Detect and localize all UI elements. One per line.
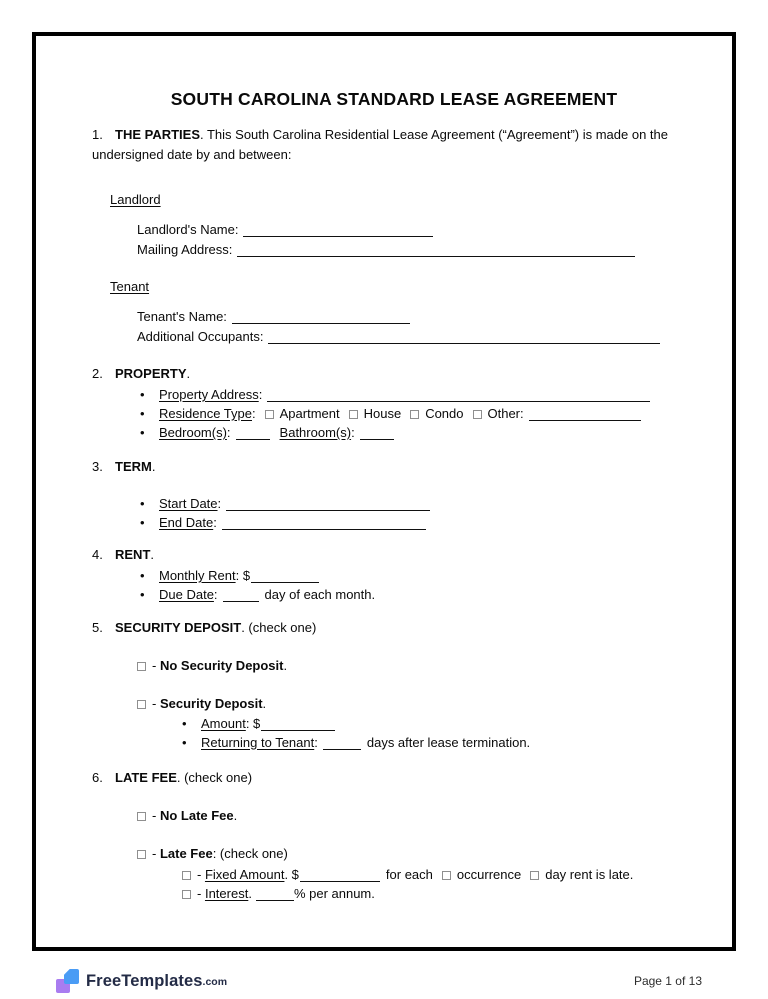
colon: : (217, 496, 222, 511)
house-option-label: House (363, 406, 402, 421)
house-checkbox[interactable] (349, 410, 358, 419)
interest-checkbox[interactable] (182, 890, 191, 899)
condo-checkbox[interactable] (410, 410, 419, 419)
colon: : (252, 406, 256, 421)
due-date-blank[interactable] (223, 589, 259, 602)
fixed-amount-blank[interactable] (300, 869, 380, 882)
bullet-marker: • (140, 515, 145, 530)
bullet-marker: • (140, 568, 145, 583)
section-heading-property (92, 365, 696, 383)
period: . (233, 808, 238, 823)
section-heading-rent (92, 546, 696, 564)
monthly-rent-row (140, 566, 696, 585)
returning-days-blank[interactable] (323, 737, 361, 750)
section-heading-security-deposit (92, 619, 696, 637)
logo-blue-square (64, 969, 79, 984)
section-number: 2. (92, 366, 103, 381)
residence-type-label: Residence Type (159, 406, 252, 421)
bullet-marker: • (140, 425, 145, 440)
bullet-marker: • (140, 387, 145, 402)
additional-occupants-row (137, 327, 696, 347)
dash: - (197, 867, 205, 882)
section-heading-term (92, 458, 696, 476)
brand-tld: .com (202, 976, 228, 988)
interest-suffix: % per annum. (293, 886, 375, 901)
apartment-option-label: Apartment (279, 406, 340, 421)
section-number: 4. (92, 547, 103, 562)
start-date-label: Start Date (159, 496, 218, 511)
heading-period: . (151, 459, 156, 474)
other-checkbox[interactable] (473, 410, 482, 419)
landlord-name-label: Landlord's Name: (137, 222, 239, 237)
parties-intro-text: . This South Carolina Residential Lease Agreement (“Agreement”) is made on the undersigned date by and between: (92, 127, 669, 162)
security-deposit-label: Security Deposit (159, 696, 263, 711)
no-late-fee-checkbox[interactable] (137, 812, 146, 821)
landlord-name-row (137, 220, 696, 240)
no-late-fee-label: No Late Fee (159, 808, 234, 823)
heading-period: . (186, 366, 191, 381)
interest-label: Interest (204, 886, 249, 901)
landlord-name-blank[interactable] (243, 224, 433, 237)
property-address-row (140, 385, 696, 404)
late-fee-heading: LATE FEE (115, 770, 177, 785)
property-address-label: Property Address (159, 387, 259, 402)
apartment-checkbox[interactable] (265, 410, 274, 419)
no-security-deposit-label: No Security Deposit (159, 658, 284, 673)
brand-logo[interactable] (56, 969, 227, 994)
returning-to-tenant-label: Returning to Tenant (201, 734, 315, 750)
landlord-heading: Landlord (110, 192, 161, 207)
period: . (262, 696, 267, 711)
bathrooms-blank[interactable] (360, 427, 394, 440)
tenant-name-blank[interactable] (232, 311, 410, 324)
no-security-deposit-checkbox[interactable] (137, 662, 146, 671)
deposit-amount-row (182, 715, 696, 734)
parties-intro (92, 125, 688, 164)
property-heading: PROPERTY (115, 366, 187, 381)
interest-rate-blank[interactable] (256, 888, 294, 901)
deposit-amount-label: Amount (201, 716, 246, 731)
fixed-amount-label: Fixed Amount (204, 867, 285, 882)
start-date-blank[interactable] (226, 498, 430, 511)
no-late-fee-option (137, 807, 696, 825)
for-each-text: for each (385, 867, 433, 882)
other-option-label: Other: (487, 406, 524, 421)
end-date-label: End Date (159, 515, 214, 530)
occurrence-label: occurrence (456, 867, 522, 882)
additional-occupants-blank[interactable] (268, 331, 660, 344)
security-deposit-heading: SECURITY DEPOSIT (115, 620, 242, 635)
page-footer (56, 969, 702, 994)
interest-period: . (248, 886, 252, 901)
condo-option-label: Condo (425, 406, 464, 421)
late-fee-option (137, 845, 696, 863)
section-heading-late-fee (92, 769, 696, 787)
dash: - (152, 658, 160, 673)
deposit-amount-blank[interactable] (261, 718, 335, 731)
heading-suffix: . (check one) (241, 620, 317, 635)
colon: : (213, 515, 217, 530)
bullet-marker: • (140, 406, 145, 421)
heading-suffix: . (check one) (176, 770, 253, 785)
returning-to-tenant-row (182, 734, 696, 753)
period: . (283, 658, 288, 673)
document-title: SOUTH CAROLINA STANDARD LEASE AGREEMENT (170, 89, 618, 109)
tenant-name-row (137, 307, 696, 327)
section-number: 5. (92, 620, 103, 635)
end-date-blank[interactable] (222, 517, 426, 530)
heading-period: . (150, 547, 155, 562)
bedrooms-blank[interactable] (236, 427, 270, 440)
due-date-row (140, 585, 696, 604)
deposit-amount-prefix: : $ (245, 716, 261, 731)
tenant-heading: Tenant (110, 279, 150, 294)
fixed-amount-checkbox[interactable] (182, 871, 191, 880)
freetemplates-logo-icon (56, 969, 79, 994)
residence-type-row (140, 404, 696, 423)
mailing-address-blank[interactable] (237, 244, 635, 257)
bullet-marker: • (182, 734, 187, 750)
term-heading: TERM (115, 459, 152, 474)
bullet-marker: • (140, 587, 145, 602)
bullet-marker: • (182, 716, 187, 731)
dash: - (152, 846, 160, 861)
page-border (32, 32, 736, 990)
dash: - (197, 886, 205, 901)
colon: : (258, 387, 263, 402)
other-blank[interactable] (529, 408, 641, 421)
occurrence-checkbox[interactable] (442, 871, 451, 880)
fixed-amount-prefix: . $ (284, 867, 299, 882)
bedrooms-bathrooms-row (140, 423, 696, 442)
bullet-marker: • (140, 496, 145, 511)
day-rent-late-checkbox[interactable] (530, 871, 539, 880)
no-security-deposit-option (137, 657, 696, 675)
mailing-address-row (137, 240, 696, 260)
mailing-address-label: Mailing Address: (137, 242, 233, 257)
end-date-row (140, 513, 696, 532)
additional-occupants-label: Additional Occupants: (137, 329, 264, 344)
bedrooms-label: Bedroom(s) (159, 425, 227, 440)
colon: : (314, 734, 318, 750)
monthly-rent-blank[interactable] (251, 570, 319, 583)
due-date-label: Due Date (159, 587, 214, 602)
dash: - (152, 696, 160, 711)
colon: : (351, 425, 355, 440)
late-fee-suffix: : (check one) (212, 846, 288, 861)
late-fee-label: Late Fee (159, 846, 213, 861)
late-fee-checkbox[interactable] (137, 850, 146, 859)
interest-row (182, 884, 696, 903)
property-address-blank[interactable] (267, 389, 650, 402)
rent-heading: RENT (115, 547, 151, 562)
parties-heading: THE PARTIES (115, 127, 200, 142)
brand-name: FreeTemplates (86, 972, 203, 990)
fixed-amount-row (182, 865, 696, 884)
returning-suffix: days after lease termination. (366, 734, 531, 750)
colon: : (226, 425, 231, 440)
section-number: 3. (92, 459, 103, 474)
day-rent-late-label: day rent is late. (545, 867, 634, 882)
security-deposit-checkbox[interactable] (137, 700, 146, 709)
page-indicator: Page 1 of 13 (633, 974, 702, 988)
section-number: 6. (92, 770, 103, 785)
security-deposit-option (137, 695, 696, 713)
start-date-row (140, 494, 696, 513)
dash: - (152, 808, 160, 823)
monthly-rent-prefix: : $ (235, 568, 251, 583)
document-body (36, 88, 732, 999)
monthly-rent-label: Monthly Rent (159, 568, 236, 583)
due-date-suffix: day of each month. (264, 587, 376, 602)
bathrooms-label: Bathroom(s) (279, 425, 352, 440)
colon: : (213, 587, 218, 602)
tenant-name-label: Tenant's Name: (137, 309, 227, 324)
section-number: 1. (92, 127, 103, 142)
